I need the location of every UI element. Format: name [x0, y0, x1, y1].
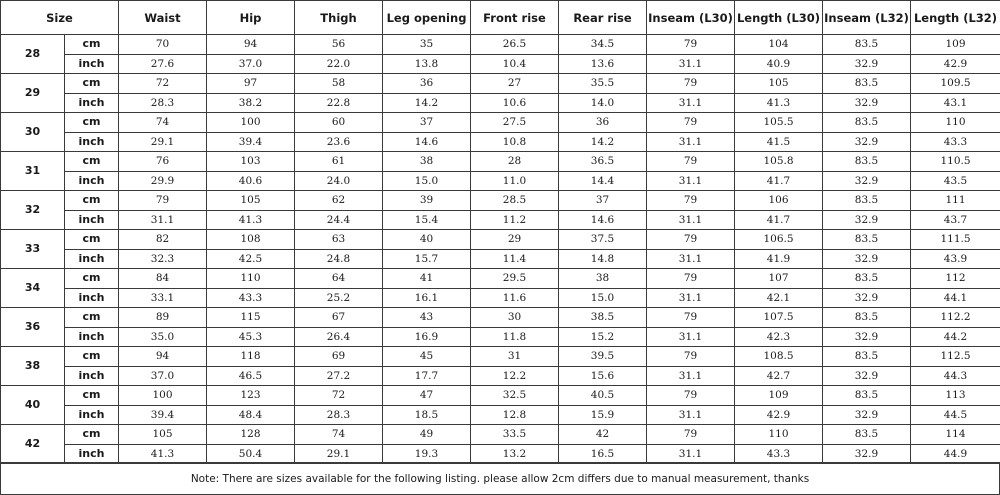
table-cell: 43.3 [207, 288, 295, 308]
table-cell: 31.1 [647, 249, 735, 269]
table-cell: 41.9 [735, 249, 823, 269]
table-cell: 11.4 [471, 249, 559, 269]
table-cell: 46.5 [207, 366, 295, 386]
header-row [1, 1, 1000, 35]
table-cell: 41.3 [735, 93, 823, 113]
table-cell: 13.2 [471, 444, 559, 464]
table-cell: 112 [911, 269, 1000, 289]
unit-label: cm [65, 347, 119, 367]
table-cell: 79 [647, 425, 735, 445]
table-cell: 18.5 [383, 405, 471, 425]
table-cell: 41.3 [207, 210, 295, 230]
table-cell: 82 [119, 230, 207, 250]
column-header: Hip [207, 1, 295, 35]
table-cell: 44.9 [911, 444, 1000, 464]
table-cell: 108 [207, 230, 295, 250]
table-cell: 105.5 [735, 113, 823, 133]
table-cell: 26.4 [295, 327, 383, 347]
table-cell: 28.3 [295, 405, 383, 425]
table-cell: 32.9 [823, 288, 911, 308]
table-cell: 14.6 [559, 210, 647, 230]
table-row [1, 444, 1000, 464]
table-cell: 14.4 [559, 171, 647, 191]
table-cell: 14.2 [383, 93, 471, 113]
table-cell: 35.0 [119, 327, 207, 347]
table-cell: 100 [207, 113, 295, 133]
table-cell: 83.5 [823, 152, 911, 172]
table-cell: 123 [207, 386, 295, 406]
table-cell: 28.5 [471, 191, 559, 211]
table-cell: 33.5 [471, 425, 559, 445]
table-cell: 94 [119, 347, 207, 367]
table-cell: 115 [207, 308, 295, 328]
size-label: 36 [1, 308, 65, 347]
table-cell: 32.9 [823, 93, 911, 113]
table-cell: 39 [383, 191, 471, 211]
table-cell: 72 [295, 386, 383, 406]
table-cell: 110 [735, 425, 823, 445]
table-cell: 104 [735, 35, 823, 55]
table-cell: 40.9 [735, 54, 823, 74]
table-cell: 56 [295, 35, 383, 55]
table-cell: 32.9 [823, 210, 911, 230]
table-cell: 44.3 [911, 366, 1000, 386]
table-cell: 79 [119, 191, 207, 211]
unit-label: inch [65, 171, 119, 191]
table-cell: 31 [471, 347, 559, 367]
table-cell: 15.7 [383, 249, 471, 269]
table-row [1, 347, 1000, 367]
table-cell: 83.5 [823, 113, 911, 133]
table-cell: 19.3 [383, 444, 471, 464]
table-cell: 29.9 [119, 171, 207, 191]
table-cell: 128 [207, 425, 295, 445]
table-row [1, 425, 1000, 445]
table-cell: 83.5 [823, 35, 911, 55]
table-cell: 39.4 [119, 405, 207, 425]
table-cell: 24.8 [295, 249, 383, 269]
table-row [1, 54, 1000, 74]
table-cell: 64 [295, 269, 383, 289]
table-cell: 44.1 [911, 288, 1000, 308]
table-cell: 14.2 [559, 132, 647, 152]
table-body [1, 35, 1000, 464]
table-cell: 16.9 [383, 327, 471, 347]
unit-label: cm [65, 386, 119, 406]
table-cell: 31.1 [119, 210, 207, 230]
table-cell: 38 [383, 152, 471, 172]
unit-label: cm [65, 425, 119, 445]
table-cell: 114 [911, 425, 1000, 445]
column-header: Length (L32) [911, 1, 1000, 35]
table-cell: 103 [207, 152, 295, 172]
table-cell: 16.5 [559, 444, 647, 464]
table-cell: 62 [295, 191, 383, 211]
column-header-size: Size [1, 1, 119, 35]
unit-label: cm [65, 308, 119, 328]
unit-label: inch [65, 405, 119, 425]
unit-label: cm [65, 269, 119, 289]
unit-label: inch [65, 288, 119, 308]
table-cell: 34.5 [559, 35, 647, 55]
table-cell: 74 [295, 425, 383, 445]
table-cell: 110.5 [911, 152, 1000, 172]
column-header: Rear rise [559, 1, 647, 35]
table-cell: 23.6 [295, 132, 383, 152]
table-row [1, 74, 1000, 94]
table-cell: 41.7 [735, 210, 823, 230]
table-cell: 31.1 [647, 405, 735, 425]
table-cell: 70 [119, 35, 207, 55]
table-row [1, 113, 1000, 133]
table-cell: 42.9 [911, 54, 1000, 74]
size-label: 31 [1, 152, 65, 191]
table-cell: 79 [647, 230, 735, 250]
table-cell: 15.0 [559, 288, 647, 308]
table-cell: 83.5 [823, 74, 911, 94]
table-cell: 110 [911, 113, 1000, 133]
table-cell: 24.4 [295, 210, 383, 230]
table-row [1, 93, 1000, 113]
table-cell: 43.7 [911, 210, 1000, 230]
table-cell: 35.5 [559, 74, 647, 94]
table-cell: 25.2 [295, 288, 383, 308]
table-cell: 32.3 [119, 249, 207, 269]
table-cell: 37.0 [207, 54, 295, 74]
table-cell: 32.9 [823, 54, 911, 74]
table-cell: 113 [911, 386, 1000, 406]
table-cell: 111 [911, 191, 1000, 211]
table-cell: 105 [119, 425, 207, 445]
table-cell: 50.4 [207, 444, 295, 464]
table-cell: 13.8 [383, 54, 471, 74]
table-cell: 33.1 [119, 288, 207, 308]
table-cell: 31.1 [647, 210, 735, 230]
column-header: Length (L30) [735, 1, 823, 35]
table-cell: 83.5 [823, 230, 911, 250]
table-cell: 29.1 [295, 444, 383, 464]
table-cell: 15.9 [559, 405, 647, 425]
table-cell: 112.5 [911, 347, 1000, 367]
table-cell: 17.7 [383, 366, 471, 386]
table-cell: 32.9 [823, 366, 911, 386]
table-cell: 79 [647, 191, 735, 211]
table-cell: 48.4 [207, 405, 295, 425]
table-cell: 110 [207, 269, 295, 289]
table-cell: 11.2 [471, 210, 559, 230]
table-cell: 41.5 [735, 132, 823, 152]
table-cell: 109.5 [911, 74, 1000, 94]
table-cell: 61 [295, 152, 383, 172]
table-row [1, 152, 1000, 172]
table-cell: 14.6 [383, 132, 471, 152]
table-cell: 39.4 [207, 132, 295, 152]
table-cell: 97 [207, 74, 295, 94]
table-cell: 26.5 [471, 35, 559, 55]
table-cell: 83.5 [823, 269, 911, 289]
table-cell: 107.5 [735, 308, 823, 328]
table-cell: 27.5 [471, 113, 559, 133]
table-cell: 58 [295, 74, 383, 94]
table-cell: 36 [383, 74, 471, 94]
size-label: 40 [1, 386, 65, 425]
table-cell: 12.2 [471, 366, 559, 386]
table-cell: 31.1 [647, 93, 735, 113]
table-cell: 11.8 [471, 327, 559, 347]
table-cell: 63 [295, 230, 383, 250]
table-cell: 14.0 [559, 93, 647, 113]
table-cell: 45 [383, 347, 471, 367]
table-row [1, 405, 1000, 425]
table-cell: 29 [471, 230, 559, 250]
table-cell: 15.2 [559, 327, 647, 347]
table-cell: 22.8 [295, 93, 383, 113]
table-cell: 112.2 [911, 308, 1000, 328]
table-cell: 31.1 [647, 132, 735, 152]
table-cell: 15.0 [383, 171, 471, 191]
table-cell: 79 [647, 74, 735, 94]
table-cell: 41.7 [735, 171, 823, 191]
table-cell: 28 [471, 152, 559, 172]
size-label: 29 [1, 74, 65, 113]
table-cell: 13.6 [559, 54, 647, 74]
table-cell: 10.8 [471, 132, 559, 152]
table-cell: 43 [383, 308, 471, 328]
unit-label: cm [65, 113, 119, 133]
table-cell: 36 [559, 113, 647, 133]
table-cell: 42.5 [207, 249, 295, 269]
table-row [1, 249, 1000, 269]
table-cell: 100 [119, 386, 207, 406]
size-label: 28 [1, 35, 65, 74]
unit-label: inch [65, 93, 119, 113]
table-cell: 83.5 [823, 425, 911, 445]
table-row [1, 230, 1000, 250]
table-cell: 40 [383, 230, 471, 250]
table-cell: 15.4 [383, 210, 471, 230]
unit-label: cm [65, 74, 119, 94]
unit-label: inch [65, 444, 119, 464]
table-cell: 108.5 [735, 347, 823, 367]
table-cell: 27 [471, 74, 559, 94]
table-cell: 27.6 [119, 54, 207, 74]
unit-label: inch [65, 210, 119, 230]
table-cell: 79 [647, 308, 735, 328]
table-cell: 47 [383, 386, 471, 406]
column-header: Waist [119, 1, 207, 35]
table-row [1, 366, 1000, 386]
table-row [1, 35, 1000, 55]
table-row [1, 191, 1000, 211]
table-cell: 37.0 [119, 366, 207, 386]
table-row [1, 132, 1000, 152]
table-cell: 10.6 [471, 93, 559, 113]
table-cell: 40.5 [559, 386, 647, 406]
table-cell: 67 [295, 308, 383, 328]
table-cell: 31.1 [647, 366, 735, 386]
table-cell: 28.3 [119, 93, 207, 113]
table-cell: 38.2 [207, 93, 295, 113]
table-row [1, 386, 1000, 406]
table-cell: 42.1 [735, 288, 823, 308]
table-cell: 44.5 [911, 405, 1000, 425]
table-cell: 37.5 [559, 230, 647, 250]
table-cell: 84 [119, 269, 207, 289]
unit-label: inch [65, 249, 119, 269]
table-cell: 43.1 [911, 93, 1000, 113]
table-cell: 79 [647, 269, 735, 289]
table-cell: 37 [383, 113, 471, 133]
table-cell: 29.1 [119, 132, 207, 152]
unit-label: inch [65, 327, 119, 347]
table-cell: 38.5 [559, 308, 647, 328]
table-cell: 41.3 [119, 444, 207, 464]
table-cell: 83.5 [823, 191, 911, 211]
table-cell: 31.1 [647, 288, 735, 308]
table-cell: 32.9 [823, 444, 911, 464]
table-row [1, 210, 1000, 230]
table-cell: 36.5 [559, 152, 647, 172]
table-cell: 79 [647, 347, 735, 367]
table-cell: 43.5 [911, 171, 1000, 191]
table-cell: 74 [119, 113, 207, 133]
table-cell: 16.1 [383, 288, 471, 308]
unit-label: inch [65, 366, 119, 386]
table-row [1, 327, 1000, 347]
table-cell: 105 [735, 74, 823, 94]
table-cell: 94 [207, 35, 295, 55]
table-cell: 29.5 [471, 269, 559, 289]
table-cell: 89 [119, 308, 207, 328]
column-header: Thigh [295, 1, 383, 35]
table-cell: 24.0 [295, 171, 383, 191]
table-cell: 42.9 [735, 405, 823, 425]
table-cell: 76 [119, 152, 207, 172]
table-cell: 49 [383, 425, 471, 445]
table-cell: 40.6 [207, 171, 295, 191]
table-cell: 109 [735, 386, 823, 406]
unit-label: cm [65, 230, 119, 250]
unit-label: cm [65, 191, 119, 211]
table-cell: 79 [647, 152, 735, 172]
column-header: Inseam (L32) [823, 1, 911, 35]
table-cell: 109 [911, 35, 1000, 55]
unit-label: inch [65, 54, 119, 74]
table-cell: 27.2 [295, 366, 383, 386]
table-cell: 79 [647, 113, 735, 133]
table-cell: 31.1 [647, 327, 735, 347]
table-cell: 69 [295, 347, 383, 367]
size-label: 38 [1, 347, 65, 386]
table-cell: 83.5 [823, 308, 911, 328]
table-cell: 43.3 [735, 444, 823, 464]
table-cell: 42.7 [735, 366, 823, 386]
unit-label: inch [65, 132, 119, 152]
column-header: Inseam (L30) [647, 1, 735, 35]
table-cell: 38 [559, 269, 647, 289]
table-row [1, 269, 1000, 289]
note-text: Note: There are sizes available for the following listing. please allow 2cm differs due to manual measurement, thanks [0, 462, 1000, 495]
table-cell: 31.1 [647, 444, 735, 464]
table-cell: 10.4 [471, 54, 559, 74]
table-cell: 43.9 [911, 249, 1000, 269]
table-cell: 105.8 [735, 152, 823, 172]
unit-label: cm [65, 152, 119, 172]
table-cell: 32.9 [823, 249, 911, 269]
table-row [1, 171, 1000, 191]
table-cell: 22.0 [295, 54, 383, 74]
size-label: 34 [1, 269, 65, 308]
table-cell: 11.6 [471, 288, 559, 308]
table-cell: 31.1 [647, 54, 735, 74]
table-cell: 42.3 [735, 327, 823, 347]
table-cell: 14.8 [559, 249, 647, 269]
table-cell: 41 [383, 269, 471, 289]
column-header: Leg opening [383, 1, 471, 35]
table-cell: 79 [647, 35, 735, 55]
unit-label: cm [65, 35, 119, 55]
table-cell: 42 [559, 425, 647, 445]
table-cell: 32.9 [823, 132, 911, 152]
size-label: 32 [1, 191, 65, 230]
table-cell: 31.1 [647, 171, 735, 191]
table-cell: 43.3 [911, 132, 1000, 152]
table-cell: 72 [119, 74, 207, 94]
size-label: 42 [1, 425, 65, 464]
table-cell: 12.8 [471, 405, 559, 425]
table-row [1, 288, 1000, 308]
table-cell: 111.5 [911, 230, 1000, 250]
table-cell: 32.9 [823, 171, 911, 191]
table-cell: 44.2 [911, 327, 1000, 347]
table-cell: 15.6 [559, 366, 647, 386]
table-cell: 106.5 [735, 230, 823, 250]
size-label: 33 [1, 230, 65, 269]
table-cell: 105 [207, 191, 295, 211]
table-cell: 11.0 [471, 171, 559, 191]
table-cell: 35 [383, 35, 471, 55]
table-cell: 106 [735, 191, 823, 211]
table-cell: 45.3 [207, 327, 295, 347]
table-cell: 83.5 [823, 386, 911, 406]
table-cell: 79 [647, 386, 735, 406]
table-cell: 37 [559, 191, 647, 211]
table-cell: 32.9 [823, 405, 911, 425]
table-cell: 30 [471, 308, 559, 328]
table-cell: 60 [295, 113, 383, 133]
table-cell: 39.5 [559, 347, 647, 367]
table-row [1, 308, 1000, 328]
column-header: Front rise [471, 1, 559, 35]
table-cell: 32.9 [823, 327, 911, 347]
table-cell: 32.5 [471, 386, 559, 406]
size-label: 30 [1, 113, 65, 152]
table-cell: 107 [735, 269, 823, 289]
table-cell: 118 [207, 347, 295, 367]
table-cell: 83.5 [823, 347, 911, 367]
